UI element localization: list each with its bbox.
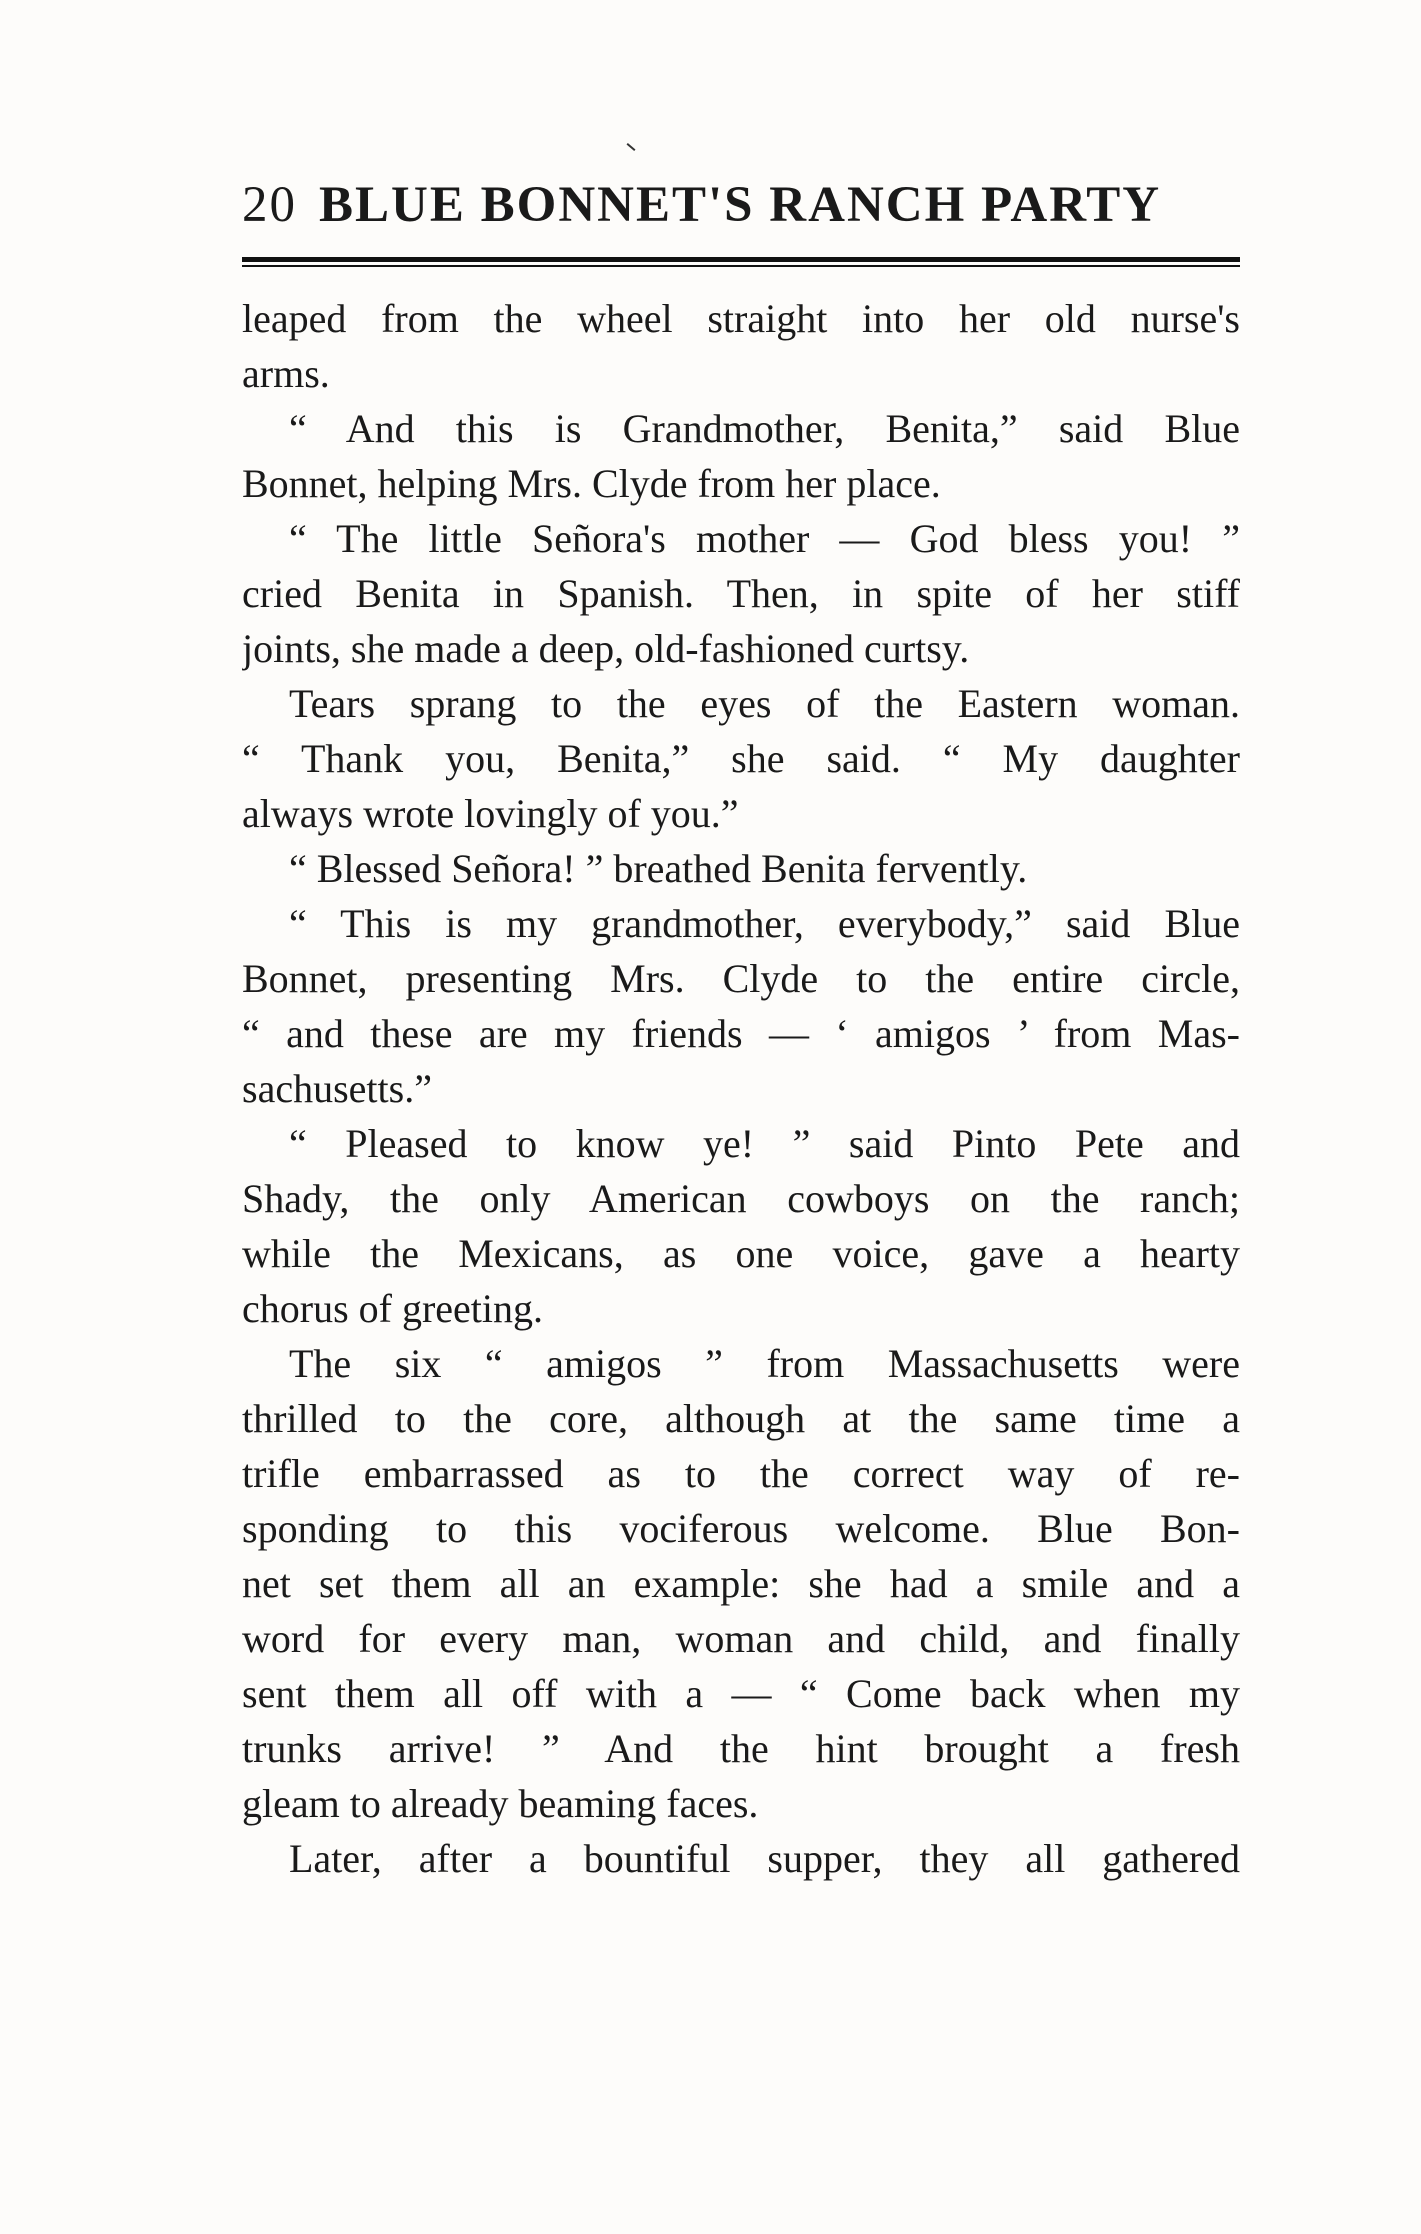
body-text <box>242 291 1240 1886</box>
text-line: sent them all off with a — “ Come back when my <box>242 1671 1240 1716</box>
text-line: “ And this is Grandmother, Benita,” said Blue <box>289 406 1240 451</box>
text-line: trunks arrive! ” And the hint brought a fresh <box>242 1726 1240 1771</box>
header-rule-thin <box>242 265 1240 267</box>
text-line: Bonnet, presenting Mrs. Clyde to the entire circle, <box>242 956 1240 1001</box>
text-line: “ and these are my friends — ‘ amigos ’ from Mas- <box>242 1011 1240 1056</box>
text-line: while the Mexicans, as one voice, gave a hearty <box>242 1231 1240 1276</box>
text-line: gleam to already beaming faces. <box>242 1781 759 1826</box>
text-line: joints, she made a deep, old-fashioned curtsy. <box>242 626 970 671</box>
page-header <box>242 176 1238 234</box>
text-line: always wrote lovingly of you.” <box>242 791 739 836</box>
text-line: Later, after a bountiful supper, they all gathered <box>289 1836 1240 1881</box>
text-line: cried Benita in Spanish. Then, in spite of her stiff <box>242 571 1240 616</box>
print-speck <box>627 143 636 151</box>
text-line: “ Thank you, Benita,” she said. “ My daughter <box>242 736 1240 781</box>
text-line: thrilled to the core, although at the same time a <box>242 1396 1240 1441</box>
text-line: “ This is my grandmother, everybody,” said Blue <box>289 901 1240 946</box>
text-line: “ Pleased to know ye! ” said Pinto Pete and <box>289 1121 1240 1166</box>
text-line: sachusetts.” <box>242 1066 432 1111</box>
text-line: trifle embarrassed as to the correct way of re- <box>242 1451 1240 1496</box>
text-line: Tears sprang to the eyes of the Eastern woman. <box>289 681 1240 726</box>
text-line: arms. <box>242 351 330 396</box>
text-line: Shady, the only American cowboys on the ranch; <box>242 1176 1240 1221</box>
text-line: “ The little Señora's mother — God bless you! ” <box>289 516 1240 561</box>
header-rule-thick <box>242 257 1240 262</box>
running-title: BLUE BONNET'S RANCH PARTY <box>319 177 1162 233</box>
page-number: 20 <box>242 177 297 233</box>
text-line: net set them all an example: she had a smile and a <box>242 1561 1240 1606</box>
text-line: word for every man, woman and child, and finally <box>242 1616 1240 1661</box>
text-line: Bonnet, helping Mrs. Clyde from her place. <box>242 461 941 506</box>
text-line: sponding to this vociferous welcome. Blue Bon- <box>242 1506 1240 1551</box>
text-line: leaped from the wheel straight into her old nurse's <box>242 296 1240 341</box>
text-line: “ Blessed Señora! ” breathed Benita fervently. <box>289 846 1028 891</box>
text-line: chorus of greeting. <box>242 1286 544 1331</box>
text-line: The six “ amigos ” from Massachusetts were <box>289 1341 1240 1386</box>
